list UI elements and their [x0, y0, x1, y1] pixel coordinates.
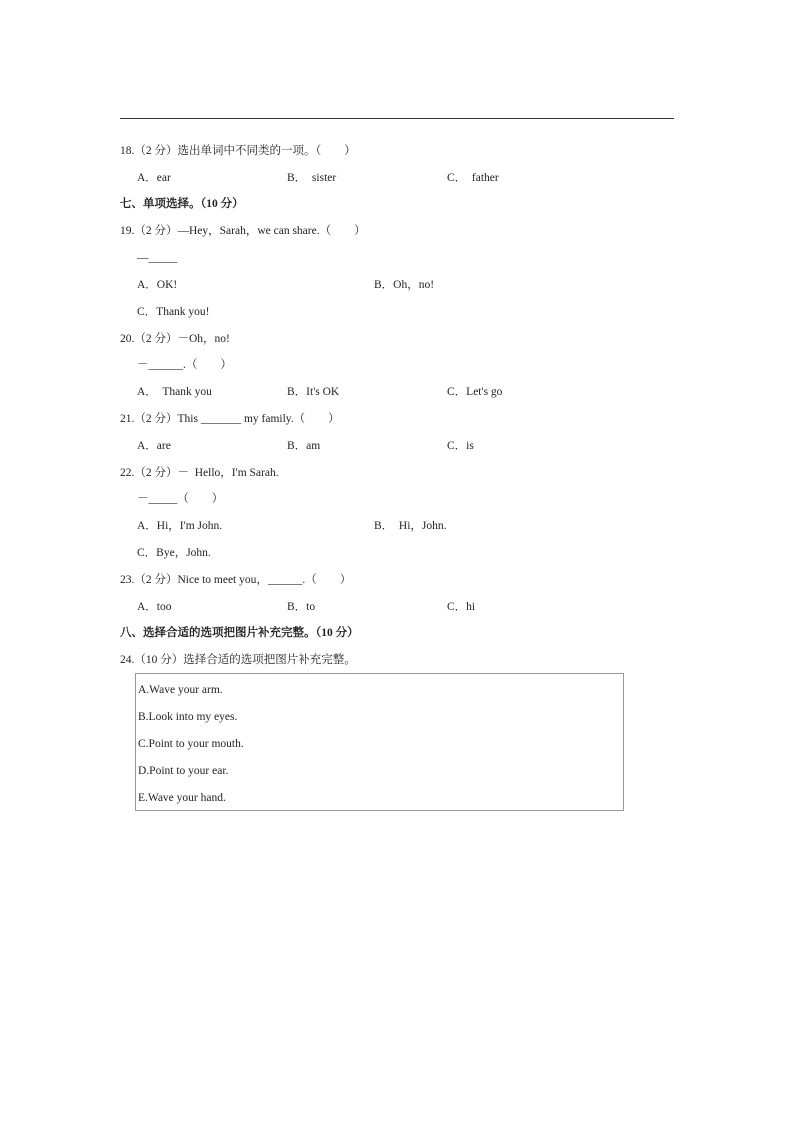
q20-option-a: A． Thank you	[137, 386, 212, 398]
q20-stem: 20.（2 分）－Oh，no!	[120, 333, 230, 345]
q18-option-c: C． father	[447, 172, 499, 184]
q22-option-c: C．Bye，John.	[137, 547, 211, 559]
q20-answer-line: －______.（ ）	[137, 359, 232, 371]
q21-stem: 21.（2 分）This _______ my family.（ ）	[120, 413, 340, 425]
q19-option-a: A．OK!	[137, 279, 178, 291]
q24-choice-a: A.Wave your arm.	[138, 684, 223, 696]
q18-option-b: B． sister	[287, 172, 337, 184]
q19-stem: 19.（2 分）—Hey，Sarah，we can share.（ ）	[120, 225, 366, 237]
q22-option-a: A．Hi，I'm John.	[137, 520, 223, 532]
q24-choice-b: B.Look into my eyes.	[138, 711, 238, 723]
section-8-heading: 八、选择合适的选项把图片补充完整。（10 分）	[120, 627, 359, 639]
q24-choices-box	[135, 673, 624, 811]
header-rule	[120, 118, 674, 119]
q22-option-b: B． Hi，John.	[374, 520, 447, 532]
q23-option-c: C．hi	[447, 601, 476, 613]
q22-stem: 22.（2 分）－ Hello，I'm Sarah.	[120, 467, 279, 479]
q23-stem: 23.（2 分）Nice to meet you，______.（ ）	[120, 574, 352, 586]
q21-option-c: C．is	[447, 440, 474, 452]
q18-option-a: A．ear	[137, 172, 171, 184]
q22-answer-line: －_____（ ）	[137, 493, 224, 505]
q20-option-c: C．Let's go	[447, 386, 503, 398]
q24-choice-c: C.Point to your mouth.	[138, 738, 244, 750]
section-7-heading: 七、单项选择。（10 分）	[120, 198, 244, 210]
q20-option-b: B．It's OK	[287, 386, 340, 398]
q24-choice-d: D.Point to your ear.	[138, 765, 229, 777]
q24-choice-e: E.Wave your hand.	[138, 792, 226, 804]
q18-stem: 18.（2 分）选出单词中不同类的一项。（ ）	[120, 145, 356, 157]
q23-option-a: A．too	[137, 601, 172, 613]
q19-option-b: B．Oh，no!	[374, 279, 435, 291]
q24-stem: 24.（10 分）选择合适的选项把图片补充完整。	[120, 654, 356, 666]
q21-option-b: B．am	[287, 440, 321, 452]
q19-option-c: C．Thank you!	[137, 306, 210, 318]
q19-answer-line: —_____	[137, 252, 178, 264]
q23-option-b: B．to	[287, 601, 316, 613]
q21-option-a: A．are	[137, 440, 171, 452]
